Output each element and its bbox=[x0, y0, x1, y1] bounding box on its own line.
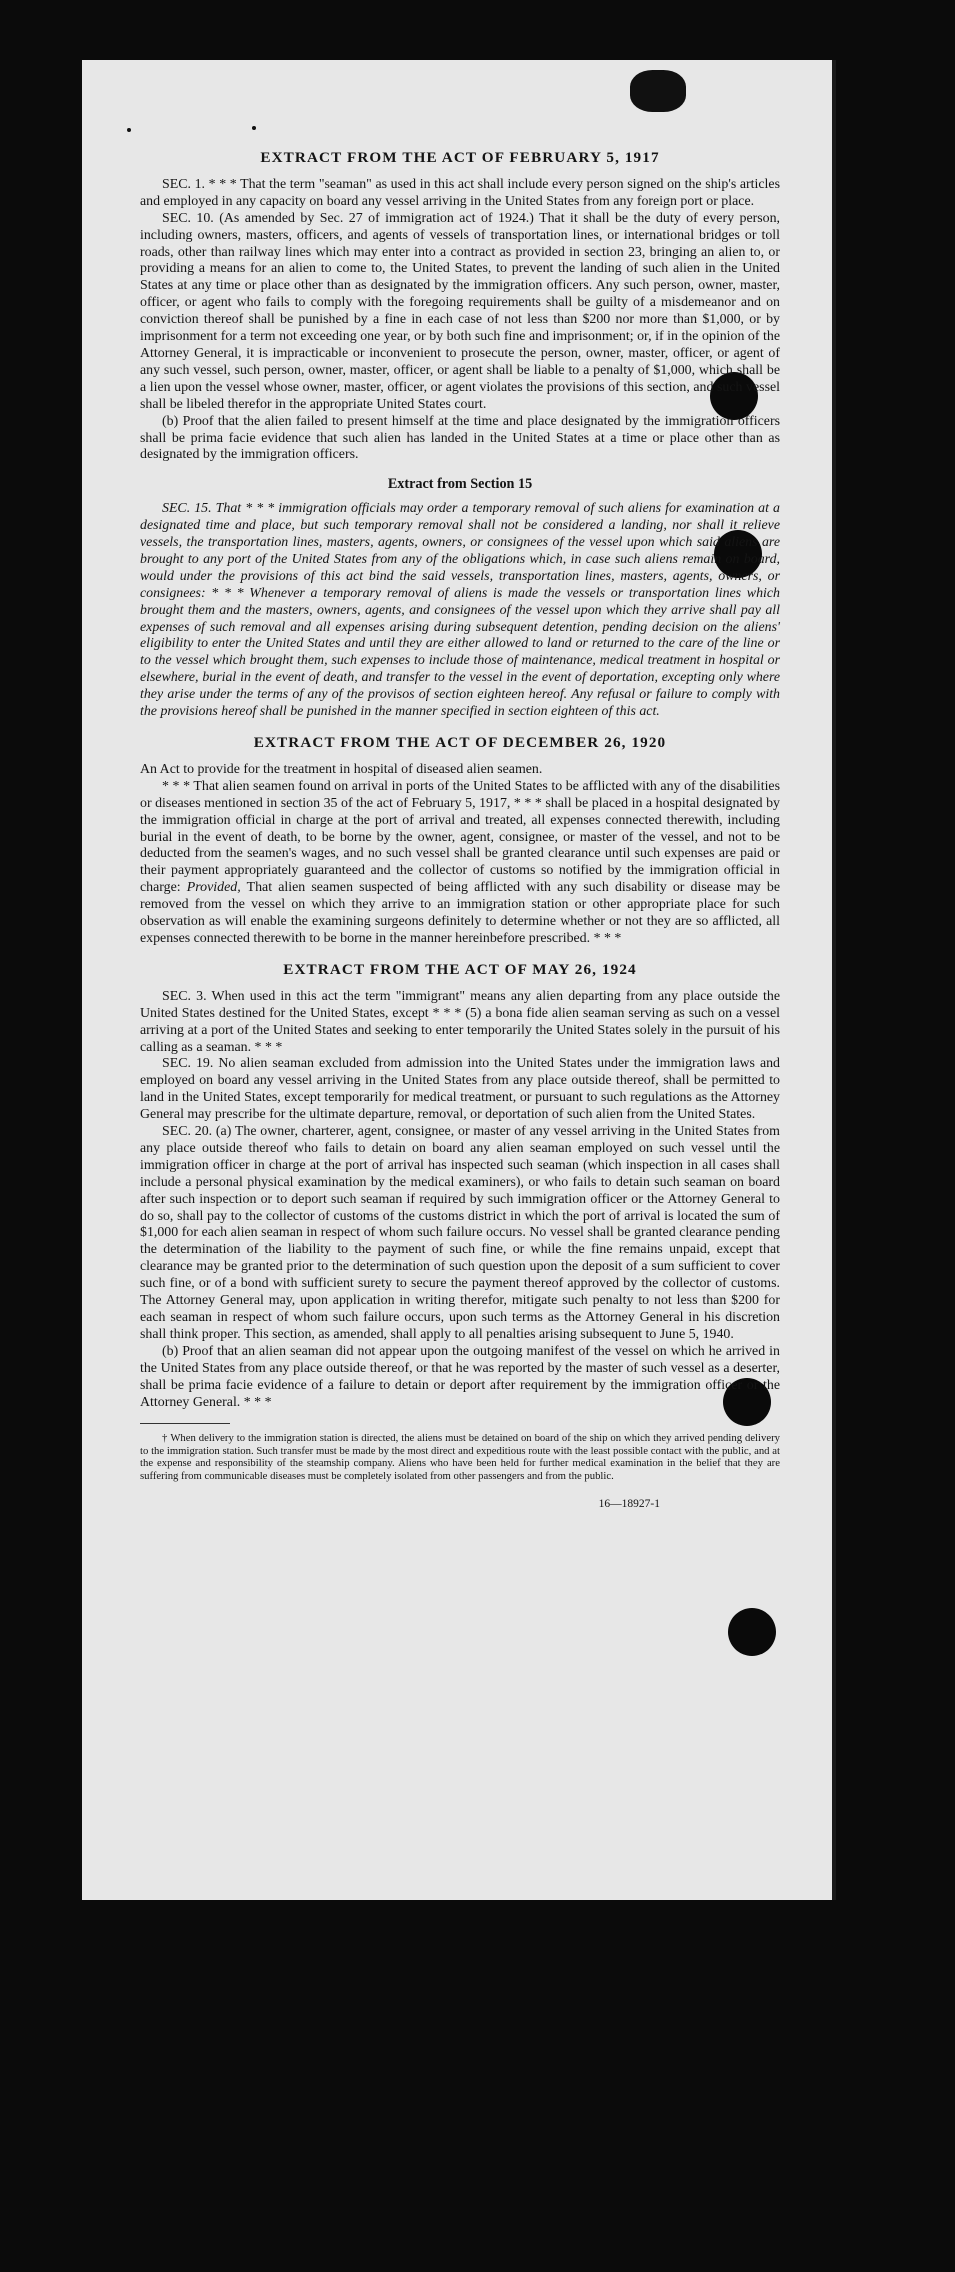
dust-speck bbox=[252, 126, 256, 130]
paragraph-1924-sec3: SEC. 3. When used in this act the term "immigrant" means any alien departing from any place outside the United States destined for the United States, except * * * (5) a bona fide alien seaman serving as such on a vessel arriving at a port of the United States and seeking to enter temporarily the United States solely in the pursuit of his calling as a seaman. * * * bbox=[140, 988, 780, 1055]
heading-act-1924: EXTRACT FROM THE ACT OF MAY 26, 1924 bbox=[283, 960, 637, 978]
paragraph-1924-sec20: SEC. 20. (a) The owner, charterer, agent, consignee, or master of any vessel arriving in the United States from any place outside thereof who fails to detain on board any alien seaman employed on such vessel until the immigration officer in charge at the port of arrival has inspected such seaman (which inspection in all cases shall include a personal physical examination by the medical examiners), or who fails to detain such seaman on board after such inspection or to deport such seaman if required by such immigration officer or the Attorney General to do so, shall pay to the collector of customs of the customs district in which the port of arrival is located the sum of $1,000 for each alien seaman in respect of whom such failure occurs. No vessel shall be granted clearance pending the determination of the liability to the payment of such fine, or while the fine remains unpaid, except that clearance may be granted prior to the determination of such question upon the deposit of a sum sufficient to cover such fine, or of a bond with sufficient surety to secure the payment thereof approved by the collector of customs. The Attorney General may, upon application in writing therefor, mitigate such penalty to not less than $200 for each seaman in respect of whom such failure occurs, upon such terms as the Attorney General in his discretion shall think proper. This section, as amended, shall apply to all penalties arising subsequent to June 5, 1940. bbox=[140, 1124, 780, 1342]
document-body bbox=[140, 150, 780, 1890]
paragraph-1920-body-part1: * * * That alien seamen found on arrival in ports of the United States to be afflicted with any of the disabilities or diseases mentioned in section 35 of the act of February 5, 1917, * * * shall be placed in a hospital designated by the immigration official in charge at the port of arrival and treated, all expenses connected therewith, including burial in the event of death, to be borne by the owner, agent, consignee, or master of the vessel, and not to be deducted from the seamen's wages, and no such vessel shall be granted clearance until such expenses are paid or their payment appropriately guaranteed and the collector of customs so notified by the immigration official in charge: bbox=[140, 778, 780, 896]
proviso-label: Provided, bbox=[186, 880, 241, 896]
paragraph-1920-body bbox=[140, 779, 780, 948]
heading-section-15: Extract from Section 15 bbox=[387, 476, 533, 493]
footnote: † When delivery to the immigration station is directed, the aliens must be detained on board of the ship on which they arrived pending delivery to the immigration station. Such transfer must be made by the most direct and expeditious route with the least possible contact with the public, and at the expense and responsibility of the steamship company. Aliens who have been held for further medical examination in the belief that they are suffering from communicable diseases must be completely isolated from other passengers and from the public. bbox=[140, 1432, 780, 1482]
form-number: 16—18927-1 bbox=[598, 1498, 660, 1511]
paragraph-1924-b: (b) Proof that an alien seaman did not appear upon the outgoing manifest of the vessel on which he arrived in the United States from any place outside thereof, or that he was reported by the master of such vessel as a deserter, shall be prima facie evidence of a failure to detain or deport after requirement by the immigration officer or the Attorney General. * * * bbox=[140, 1343, 780, 1410]
heading-act-1920: EXTRACT FROM THE ACT OF DECEMBER 26, 1920 bbox=[253, 734, 667, 751]
document-sheet bbox=[82, 60, 832, 1900]
torn-corner-mark bbox=[630, 70, 686, 112]
paragraph-section-15: SEC. 15. That * * * immigration officials may order a temporary removal of such aliens for examination at a designated time and place, but such temporary removal shall not be considered a landing, nor shall it relieve vessels, the transportation lines, masters, agents, owners, or consignees of the vessel upon which said aliens are brought to any port of the United States from any of the obligations which, in case such aliens remain on board, would under the provisions of this act bind the said vessels, transportation lines, masters, agents, owners, or consignees: * * * Whenever a temporary removal of aliens is made the vessels or transportation lines which brought them and the masters, owners, agents, and consignees of the vessel upon which they arrive shall pay all expenses of such removal and all expenses arising during subsequent detention, pending decision on the aliens' eligibility to enter the United States and until they are either allowed to land or returned to the care of the line or to the vessel which brought them, such expenses to include those of maintenance, medical treatment in hospital or elsewhere, burial in the event of death, and transfer to the vessel in the event of deportation, excepting only where they arise under the terms of any of the provisos of section eighteen hereof. Any refusal or failure to comply with the provisions hereof shall be punished in the manner specified in section eighteen of this act. bbox=[140, 501, 780, 720]
paragraph-1920-body-part2: That alien seamen suspected of being afflicted with any such disability or disease may be removed from the vessel on which they arrive to an immigration station or other appropriate place for such observation as will enable the examining surgeons definitely to determine whether or not they are so afflicted, all expenses connected therewith to be borne in the manner hereinbefore prescribed. * * * bbox=[140, 880, 781, 946]
paragraph-1924-sec19: SEC. 19. No alien seaman excluded from admission into the United States under the immigration laws and employed on board any vessel arriving in the United States from any place outside thereof, shall be permitted to land in the United States, except temporarily for medical treatment, or pursuant to such regulations as the Attorney General may prescribe for the ultimate departure, removal, or deportation of such alien from the United States. bbox=[140, 1056, 780, 1123]
paragraph-1917-sec1: SEC. 1. * * * That the term "seaman" as used in this act shall include every person signed on the ship's articles and employed in any capacity on board any vessel arriving in the United States from any foreign port or place. bbox=[140, 176, 780, 209]
dust-speck bbox=[127, 128, 131, 132]
footnote-rule bbox=[140, 1423, 230, 1424]
heading-act-1917: EXTRACT FROM THE ACT OF FEBRUARY 5, 1917 bbox=[260, 149, 660, 166]
paragraph-1917-sec10: SEC. 10. (As amended by Sec. 27 of immigration act of 1924.) That it shall be the duty of every person, including owners, masters, officers, and agents of vessels of transportation lines, or international bridges or toll roads, other than railway lines which may enter into a contract as provided in section 23, bringing an alien to, or providing a means for an alien to come to, the United States, to prevent the landing of such alien in the United States at any time or place other than as designated by the immigration officers. Any such person, owner, master, officer, or agent who fails to comply with the foregoing requirements shall be guilty of a misdemeanor and on conviction thereof shall be punished by a fine in each case of not less than $200 nor more than $1,000, or by imprisonment for a term not exceeding one year, or by both such fine and imprisonment; or, if in the opinion of the Attorney General, it is impracticable or inconvenient to prosecute the person, owner, master, officer, or agent of any such vessel, such person, owner, master, officer, or agent shall be liable to a penalty of $1,000, which shall be a lien upon the vessel whose owner, master, officer, or agent violates the provisions of this section, and such vessel shall be libeled therefor in the appropriate United States court. bbox=[140, 210, 780, 412]
paragraph-1917-b: (b) Proof that the alien failed to present himself at the time and place designated by the immigration officers shall be prima facie evidence that such alien has landed in the United States at a time or place other than as designated by the immigration officers. bbox=[140, 413, 780, 463]
paragraph-1920-title: An Act to provide for the treatment in hospital of diseased alien seamen. bbox=[140, 761, 543, 777]
